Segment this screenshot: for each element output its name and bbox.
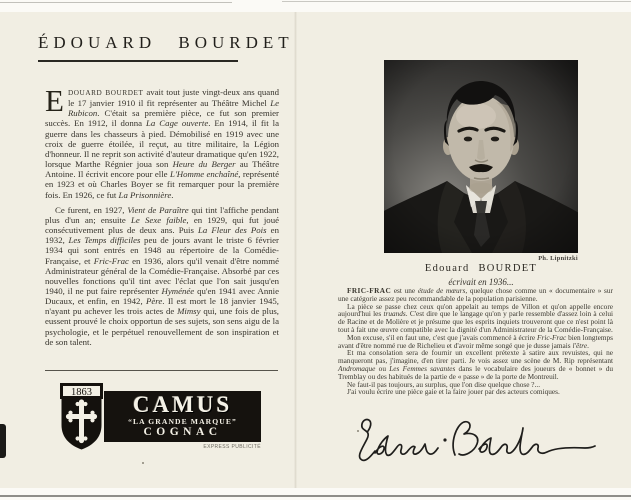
text-run: Les Temps difficiles [68,235,141,246]
text-run: avait tout juste vingt-deux ans quand le 17 janvier 1910 il fit représenter au Théâtre Michel [67,87,279,109]
text-run: Fric-Frac [537,332,567,342]
biography-text [45,83,280,347]
text-run: La Cage ouverte [146,118,209,129]
ad-agency-credit: EXPRESS PUBLICITÉ [203,444,261,450]
page-gutter-crease [294,12,297,488]
signature [352,413,600,471]
text-run: Et ma consolation sera de fournir un excellent prétexte à satire aux revuistes, qui ne manqueront pas, j'imagine, d'en tirer parti. Je vois assez une scène de M. Rip représentant [338,348,613,366]
text-run: peu de jours avant le triste 6 février 1934 qui sont entrés en 1948 au répertoire de la Comédie-Française, et [45,235,279,266]
caption-subtitle: écrivait en 1936... [448,276,514,287]
text-run: Père [146,296,163,307]
text-run: FRIC-FRAC [347,286,392,295]
scan-edge-artifact [0,424,6,458]
scan-bottom-margin [0,488,631,500]
paper-speck [357,430,359,432]
article-paragraph [338,334,613,350]
text-run: L'Homme enchaîné [169,169,239,180]
paper-speck [142,462,144,464]
text-run: . C'était sa première pièce, ce fut son premier succès. En 1912, il donna [45,108,279,129]
text-run: ou [375,363,390,373]
text-run: , en 1929, qui fut joué consécutivement plus de deux ans. Puis [45,214,280,236]
camus-shield-emblem [60,383,103,451]
text-run: en 1936, alors qu'il venait d'être nommé Administrateur général de la Comédie-Française. Absorbé par ces nouvelles fonctions qu'il tint avec l'éclat que l'on sait jusqu'en 1940, il ne put faire représenter [45,255,279,296]
bio-paragraph [45,83,279,200]
text-run: . [171,189,174,200]
text-run: Les Femmes savantes [389,363,456,373]
text-run: DOUARD BOURDET [67,89,144,97]
text-run: . Il est mort le 18 janvier 1945, n'ayant pu achever les trois actes de [45,296,279,317]
drop-cap: E [45,83,64,118]
caption-name: Edouard BOURDET [424,263,538,274]
shield-year-text: 1863 [71,387,92,398]
text-run: , représenté en 1923 et où Charles Boyer se fit remarquer pour la première fois. En 1926, ce fut [45,169,279,200]
text-run: Le Rubicon [67,98,279,119]
text-run: truands [383,309,406,319]
text-run: étude de mœurs [417,286,466,295]
text-run: Le Sexe faible [131,214,187,225]
text-run: , quelque chose comme un « documentaire » sur une catégorie assez peu recommandable de la population parisienne. [338,286,613,303]
text-run: . En 1914, il fit la guerre dans les chasseurs à pied. Démobilisé en 1919 avec une croix de guerre étoilée, il reçut, au titre militaire, la Légion d'honneur. Il ne reprit son activité d'auteur dramatique qu'en 1922, lorsque Marthe Régnier joua son [45,118,279,170]
article-text [338,287,613,396]
scan-edge-line [282,1,631,2]
text-run: La Prisonnière [118,189,172,200]
article-paragraph [338,388,613,396]
text-run: Ce furent, en 1927, [55,204,128,215]
text-run: Heure du Berger [172,159,236,170]
camus-advertisement [104,391,261,442]
text-run: J'ai voulu écrire une pièce gaie et la faire jouer par des acteurs comiques. [347,387,560,397]
text-run: en 1932, [45,225,279,246]
article-paragraph [338,287,613,303]
text-run: Andromaque [338,363,376,373]
text-run: qui tint l'affiche pendant plus d'un an; ensuite [45,204,279,225]
text-run: qu'en 1941 avec Annie Ducaux, et enfin, en 1942, [45,285,279,307]
title-underline [38,60,238,62]
bio-paragraph-text [45,83,279,200]
scan-edge-line [0,495,631,497]
text-run: La pièce se passe chez ceux qu'on appelait au temps de Villon et qu'on appelle encore aujourd'hui les [338,301,613,319]
ad-brand-name: CAMUS [132,392,233,417]
text-run: Vient de Paraître [127,204,189,215]
scan-edge-line [0,2,232,3]
text-run: l'être [572,340,588,350]
text-run: Fric-Frac [93,255,129,266]
text-run: Hyménée [161,285,195,296]
photo-credit: Ph. Lipnitzki [538,255,578,262]
text-run: . [587,340,589,350]
text-run: Mimsy [177,306,201,317]
portrait-photo [384,60,578,253]
advert-divider-rule [45,370,278,371]
text-run: au Théâtre Antoine. Il écrivit encore pour elle [45,159,279,180]
article-paragraph [338,349,613,380]
article-paragraph [338,303,613,334]
text-run: La Fleur des Pois [197,225,267,236]
text-run: est une [391,286,418,295]
portrait-illustration [384,60,578,253]
text-run: qui, une fois de plus, eussent prouvé le choix opportun de ses sujets, son sens aigu de la psychologie, et le perpétuel renouvellement de son inspiration et de son talent. [45,306,280,347]
text-run: bien longtemps avant d'être nommé rue de Richelieu et d'avoir même songé que je dusse jamais [338,332,613,350]
text-run: . C'est dire que le langage qu'on y parle ressemble d'assez loin à celui de Racine et de Molière et je présume que les esprits inquiets trouveront que ce n'est point là tout à fait une œuvre compatible avec la dignité d'un Administrateur de la Comédie-Française. [338,309,613,334]
ad-product-name: COGNAC [143,426,222,438]
bio-paragraph [45,205,279,347]
page-title: ÉDOUARD BOURDET [38,33,294,52]
ad-tagline: “LA GRANDE MARQUE” [128,417,237,426]
text-run: Mon excuse, s'il en faut une, c'est que j'avais commencé à écrire [347,332,538,342]
text-run: dans le vocabulaire des joueurs de « bonnet » du Tremblay ou des habitués de la partie de « passe » de la porte de Montreuil. [338,363,613,381]
text-run: Ne faut-il pas toujours, au surplus, que l'on dise quelque chose ?... [347,379,541,389]
